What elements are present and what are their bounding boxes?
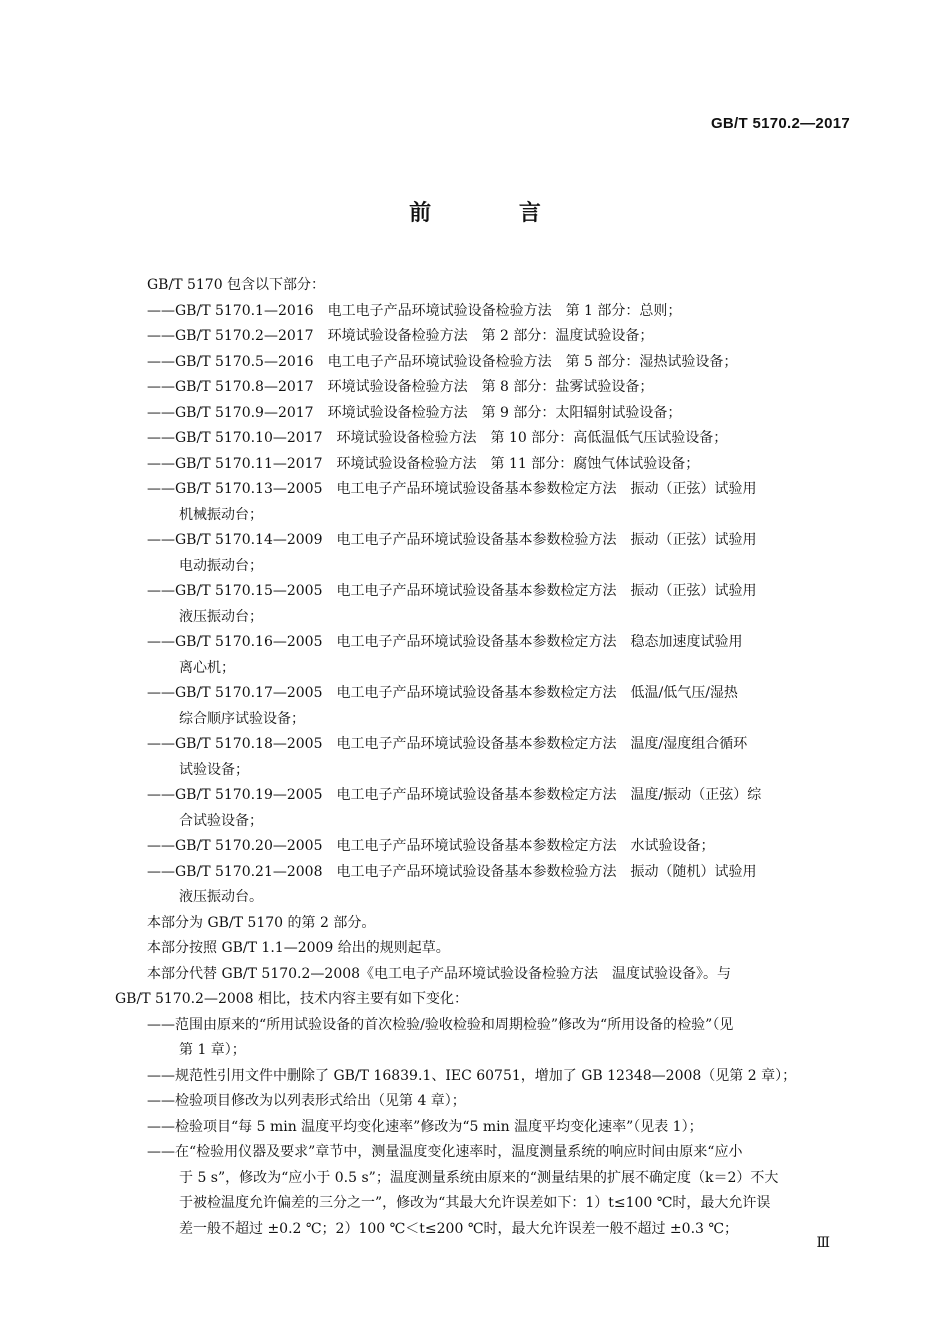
change-item-continuation: 差一般不超过 ±0.2 ℃；2）100 ℃＜t≤200 ℃时，最大允许误差一般不超过 ±0.3 ℃； [179,1220,739,1237]
change-item: ——检验项目修改为以列表形式给出（见第 4 章）； [147,1093,466,1109]
standard-code: GB/T 5170.2—2017 [710,115,850,132]
list-item-continuation: 合试验设备； [179,812,263,829]
list-item: ——GB/T 5170.5—2016 电工电子产品环境试验设备检验方法 第 5 部分：湿热试验设备； [147,353,738,370]
list-item: ——GB/T 5170.20—2005 电工电子产品环境试验设备基本参数检定方法 水试验设备； [147,838,715,854]
list-item: ——GB/T 5170.17—2005 电工电子产品环境试验设备基本参数检定方法 低温/低气压/湿热 [147,685,738,701]
list-item-continuation: 液压振动台； [179,608,263,625]
change-item-continuation: 于被检温度允许偏差的三分之一”，修改为“其最大允许误差如下：1）t≤100 ℃时，最大允许误 [179,1195,771,1211]
list-item: ——GB/T 5170.16—2005 电工电子产品环境试验设备基本参数检定方法 稳态加速度试验用 [147,634,743,650]
replace-paragraph: 本部分代替 GB/T 5170.2—2008《电工电子产品环境试验设备检验方法 温度试验设备》。与 [147,965,732,982]
list-item: ——GB/T 5170.21—2008 电工电子产品环境试验设备基本参数检验方法 振动（随机）试验用 [147,863,757,880]
change-item-continuation: 第 1 章）； [179,1042,246,1058]
change-item: ——在“检验用仪器及要求”章节中，测量温度变化速率时，温度测量系统的响应时间由原来“应小 [147,1144,743,1160]
page-title: 前 言 [409,201,581,226]
change-item: ——范围由原来的“所用试验设备的首次检验/验收检验和周期检验”修改为“所用设备的检验”（见 [147,1016,734,1033]
list-item: ——GB/T 5170.15—2005 电工电子产品环境试验设备基本参数检定方法 振动（正弦）试验用 [147,583,757,599]
list-item: ——GB/T 5170.11—2017 环境试验设备检验方法 第 11 部分：腐蚀气体试验设备； [147,455,700,472]
intro-paragraph: GB/T 5170 包含以下部分： [147,277,326,293]
list-item: ——GB/T 5170.19—2005 电工电子产品环境试验设备基本参数检定方法 温度/振动（正弦）综 [147,787,762,803]
change-item: ——检验项目“每 5 min 温度平均变化速率”修改为“5 min 温度平均变化速率”（见表 1）； [147,1118,703,1135]
change-item: ——规范性引用文件中删除了 GB/T 16839.1、IEC 60751，增加了 GB 12348—2008（见第 2 章）； [147,1067,797,1084]
replace-paragraph-continuation: GB/T 5170.2—2008 相比，技术内容主要有如下变化： [115,991,469,1007]
document-body [115,273,850,1242]
list-item: ——GB/T 5170.8—2017 环境试验设备检验方法 第 8 部分：盐雾试验设备； [147,379,654,395]
list-item: ——GB/T 5170.18—2005 电工电子产品环境试验设备基本参数检定方法 温度/湿度组合循环 [147,736,748,752]
list-item: ——GB/T 5170.10—2017 环境试验设备检验方法 第 10 部分：高低温低气压试验设备； [147,430,728,446]
list-item-continuation: 液压振动台。 [179,889,263,905]
list-item: ——GB/T 5170.13—2005 电工电子产品环境试验设备基本参数检定方法 振动（正弦）试验用 [147,481,757,497]
list-item-continuation: 机械振动台； [179,506,263,523]
drafting-paragraph: 本部分按照 GB/T 1.1—2009 给出的规则起草。 [147,940,450,956]
list-item-continuation: 试验设备； [179,761,249,778]
list-item: ——GB/T 5170.1—2016 电工电子产品环境试验设备检验方法 第 1 部分：总则； [147,302,682,319]
list-item: ——GB/T 5170.14—2009 电工电子产品环境试验设备基本参数检验方法 振动（正弦）试验用 [147,532,757,548]
list-item: ——GB/T 5170.2—2017 环境试验设备检验方法 第 2 部分：温度试验设备； [147,328,654,344]
list-item: ——GB/T 5170.9—2017 环境试验设备检验方法 第 9 部分：太阳辐射试验设备； [147,404,682,421]
list-item-continuation: 离心机； [179,659,235,676]
part-paragraph: 本部分为 GB/T 5170 的第 2 部分。 [147,914,376,931]
list-item-continuation: 综合顺序试验设备； [179,710,305,727]
change-item-continuation: 于 5 s”，修改为“应小于 0.5 s”；温度测量系统由原来的“测量结果的扩展不确定度（k＝2）不大 [179,1169,779,1186]
page-number: Ⅲ [816,1235,830,1251]
list-item-continuation: 电动振动台； [179,557,263,574]
